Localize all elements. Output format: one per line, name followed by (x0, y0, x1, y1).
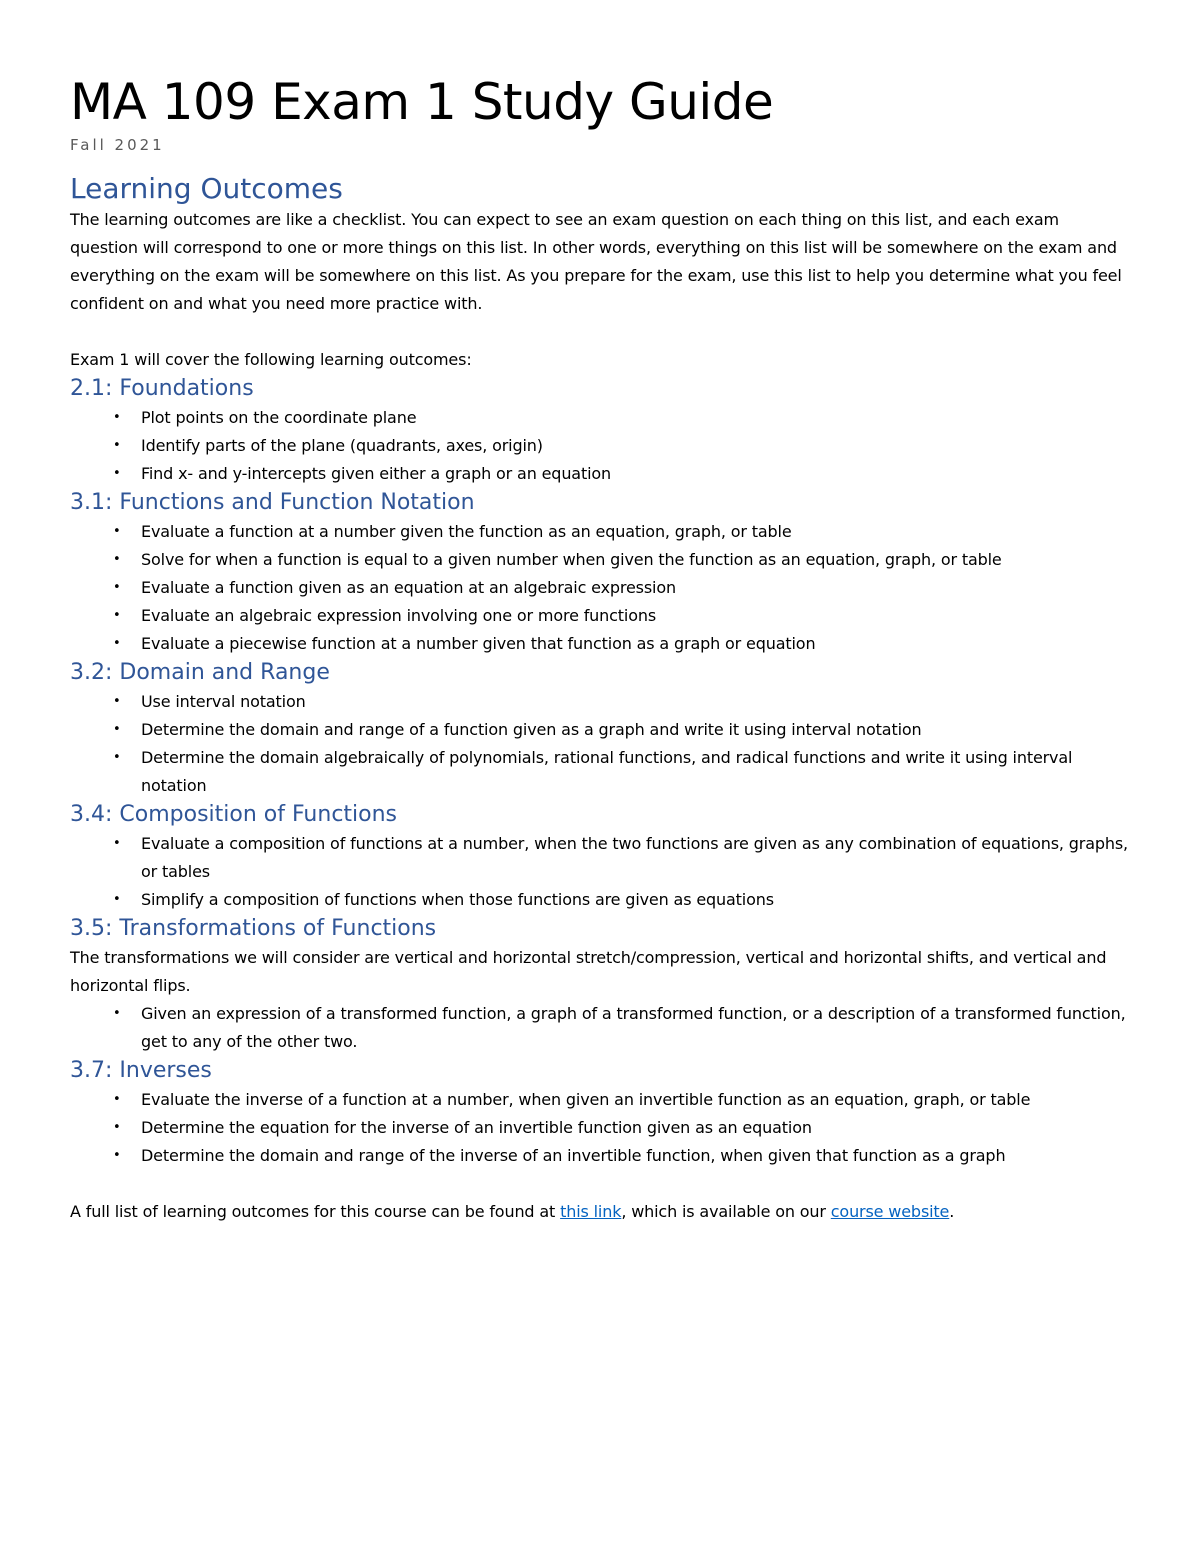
outcome-item (70, 1142, 1130, 1170)
outcome-section (70, 658, 1130, 800)
intro-paragraph: The learning outcomes are like a checklist. You can expect to see an exam question on each thing on this list, and each exam question will correspond to one or more things on this list. In other words, everything on this list will be somewhere on the exam and everything on the exam will be somewhere on this list. As you prepare for the exam, use this list to help you determine what you feel confident on and what you need more practice with. (70, 210, 1122, 313)
outcome-text: Evaluate an algebraic expression involving one or more functions (141, 606, 657, 625)
exam-cover-text: Exam 1 will cover the following learning outcomes: (70, 350, 472, 369)
outcome-item (70, 1000, 1130, 1056)
bullet-icon: • (113, 580, 121, 595)
bullet-icon: • (113, 608, 121, 623)
outcome-item (70, 1086, 1130, 1114)
outcome-text: Evaluate a function at a number given the function as an equation, graph, or table (141, 522, 792, 541)
course-website-link[interactable]: course website (830, 1202, 950, 1221)
outcome-list (70, 688, 1130, 800)
outcome-list (70, 1000, 1130, 1056)
section-heading: 2.1: Foundations (70, 376, 254, 401)
outcome-text: Plot points on the coordinate plane (141, 408, 417, 427)
outcome-list (70, 404, 1130, 488)
section-heading: 3.1: Functions and Function Notation (70, 490, 475, 515)
outcome-item (70, 432, 1130, 460)
outcome-section (70, 800, 1130, 914)
section-heading: 3.2: Domain and Range (70, 660, 330, 685)
bullet-icon: • (113, 1120, 121, 1135)
footer-text-middle: , which is available on our (621, 1202, 831, 1221)
outcome-section (70, 1056, 1130, 1170)
outcome-text: Determine the equation for the inverse of an invertible function given as an equation (141, 1118, 812, 1137)
section-heading: 3.4: Composition of Functions (70, 802, 398, 827)
bullet-icon: • (113, 524, 121, 539)
footer-text-before: A full list of learning outcomes for this course can be found at (70, 1202, 561, 1221)
outcome-item (70, 1114, 1130, 1142)
spacer (70, 1170, 1130, 1198)
section-note: The transformations we will consider are vertical and horizontal stretch/compression, vertical and horizontal shifts, and vertical and horizontal flips. (70, 948, 1107, 995)
bullet-icon: • (113, 1148, 121, 1163)
bullet-icon: • (113, 552, 121, 567)
bullet-icon: • (113, 466, 121, 481)
footer-paragraph (70, 1198, 1130, 1226)
bullet-icon: • (113, 410, 121, 425)
bullet-icon: • (113, 438, 121, 453)
outcome-text: Evaluate a piecewise function at a number given that function as a graph or equation (141, 634, 816, 653)
bullet-icon: • (113, 892, 121, 907)
outcome-item (70, 546, 1130, 574)
section-heading: 3.7: Inverses (70, 1058, 212, 1083)
outcome-item (70, 602, 1130, 630)
outcome-item (70, 830, 1130, 886)
bullet-icon: • (113, 636, 121, 651)
outcome-item (70, 630, 1130, 658)
outcome-list (70, 1086, 1130, 1170)
document-title: MA 109 Exam 1 Study Guide (70, 73, 774, 131)
outcome-section (70, 374, 1130, 488)
outcome-text: Determine the domain and range of a function given as a graph and write it using interval notation (141, 720, 922, 739)
footer-text-after: . (949, 1202, 955, 1221)
section-heading: 3.5: Transformations of Functions (70, 916, 437, 941)
outcome-text: Find x- and y-intercepts given either a graph or an equation (141, 464, 612, 483)
outcome-text: Determine the domain algebraically of polynomials, rational functions, and radical functions and write it using interval notation (141, 748, 1073, 795)
outcome-item (70, 688, 1130, 716)
document-subtitle: Fall 2021 (70, 136, 165, 154)
outcome-item (70, 716, 1130, 744)
outcome-text: Determine the domain and range of the inverse of an invertible function, when given that function as a graph (141, 1146, 1006, 1165)
outcome-text: Evaluate a function given as an equation at an algebraic expression (141, 578, 676, 597)
document-page (70, 72, 1130, 1226)
spacer (70, 318, 1130, 346)
outcome-item (70, 574, 1130, 602)
outcome-item (70, 460, 1130, 488)
outcome-item (70, 518, 1130, 546)
outcome-item (70, 404, 1130, 432)
outcome-item (70, 886, 1130, 914)
bullet-icon: • (113, 1006, 121, 1021)
outcome-text: Use interval notation (141, 692, 306, 711)
bullet-icon: • (113, 694, 121, 709)
learning-outcomes-heading: Learning Outcomes (70, 172, 343, 205)
bullet-icon: • (113, 750, 121, 765)
outcome-text: Given an expression of a transformed function, a graph of a transformed function, or a description of a transformed function, get to any of the other two. (141, 1004, 1126, 1051)
outcome-sections (70, 374, 1130, 1170)
outcome-section (70, 914, 1130, 1056)
outcome-text: Evaluate a composition of functions at a number, when the two functions are given as any combination of equations, graphs, or tables (141, 834, 1128, 881)
bullet-icon: • (113, 836, 121, 851)
outcome-text: Evaluate the inverse of a function at a number, when given an invertible function as an equation, graph, or table (141, 1090, 1031, 1109)
outcome-list (70, 830, 1130, 914)
outcome-section (70, 488, 1130, 658)
bullet-icon: • (113, 1092, 121, 1107)
outcome-text: Identify parts of the plane (quadrants, axes, origin) (141, 436, 543, 455)
this-link[interactable]: this link (560, 1202, 622, 1221)
outcome-list (70, 518, 1130, 658)
bullet-icon: • (113, 722, 121, 737)
outcome-text: Solve for when a function is equal to a given number when given the function as an equation, graph, or table (141, 550, 1002, 569)
outcome-text: Simplify a composition of functions when those functions are given as equations (141, 890, 774, 909)
outcome-item (70, 744, 1130, 800)
